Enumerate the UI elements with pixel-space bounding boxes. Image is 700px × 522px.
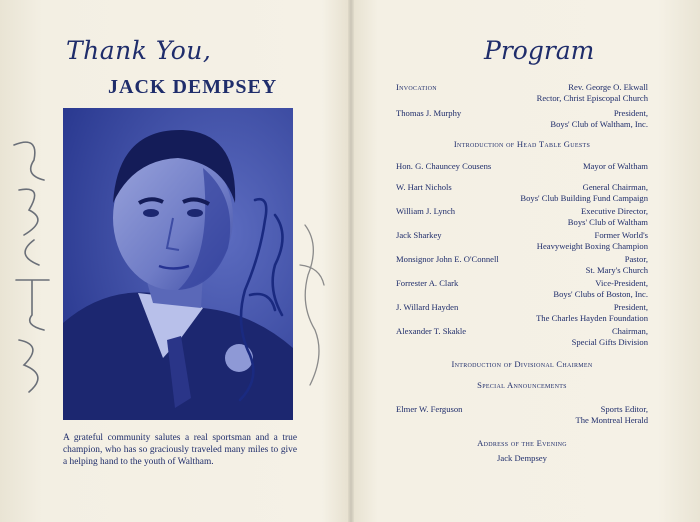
speaker-name: Elmer W. Ferguson (396, 404, 463, 414)
guest-title: Chairman, Special Gifts Division (571, 326, 648, 347)
section-divisional-chairmen: Introduction of Divisional Chairmen (451, 359, 593, 369)
guest-title: Vice-President, Boys' Clubs of Boston, Inc. (553, 278, 648, 299)
section-head-table-guests: Introduction of Head Table Guests (453, 139, 591, 149)
section-special-announcements: Special Announcements (477, 380, 567, 390)
caption-text: A grateful community salutes a real sportsman and a true champion, who has so graciously traveled many miles to give a helping hand to the youth of Waltham. (63, 433, 297, 467)
program-item-label: Invocation (396, 82, 437, 92)
guest-name: Jack Sharkey (396, 230, 442, 240)
program-item-detail: President, Boys' Club of Waltham, Inc. (550, 108, 648, 129)
guest-title: Executive Director, Boys' Club of Waltham (567, 206, 648, 227)
guest-title: General Chairman, Boys' Club Building Fund Campaign (520, 182, 648, 203)
program-item-detail: Rev. George O. Ekwall Rector, Christ Episcopal Church (536, 82, 648, 103)
section-address-of-evening: Address of the Evening (477, 438, 567, 448)
guest-title: Mayor of Waltham (582, 161, 648, 171)
guest-name: Monsignor John E. O'Connell (396, 254, 499, 264)
right-page (354, 0, 700, 522)
thank-you-heading: Thank You, (66, 36, 212, 65)
guest-name: William J. Lynch (396, 206, 456, 216)
speaker-title: Sports Editor, The Montreal Herald (575, 404, 648, 425)
honoree-name: JACK DEMPSEY (108, 76, 278, 98)
guest-name: Hon. G. Chauncey Cousens (396, 161, 492, 171)
guest-title: Former World's Heavyweight Boxing Champion (536, 230, 648, 251)
guest-name: J. Willard Hayden (396, 302, 459, 312)
guest-name: W. Hart Nichols (396, 182, 452, 192)
guest-name: Forrester A. Clark (396, 278, 459, 288)
guest-name: Alexander T. Skakle (396, 326, 467, 336)
guest-title: President, The Charles Hayden Foundation (536, 302, 648, 323)
address-speaker: Jack Dempsey (497, 453, 547, 463)
signature-on-photo (220, 195, 340, 405)
signature-left-margin (4, 130, 64, 400)
program-item-label: Thomas J. Murphy (396, 108, 462, 118)
program-title: Program (484, 36, 595, 65)
guest-title: Pastor, St. Mary's Church (585, 254, 648, 275)
